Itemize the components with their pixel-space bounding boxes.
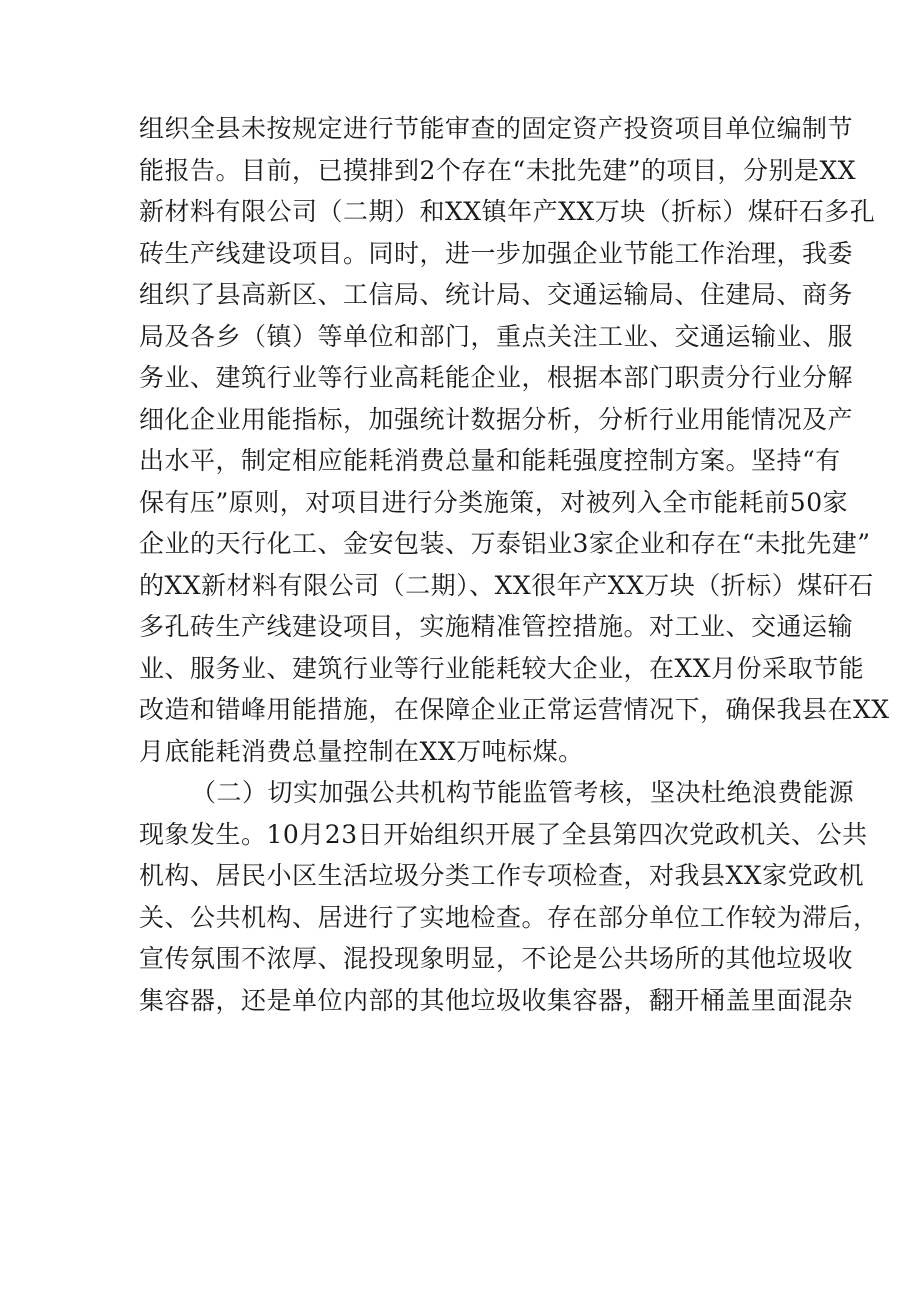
text-line: 企业的天行化工、金安包装、万泰铝业3家企业和存在“未批先建” [139, 529, 871, 558]
text-line: 的XX新材料有限公司（二期）、XX很年产XX万块（折标）煤矸石 [139, 570, 874, 600]
text-line: 机构、居民小区生活垃圾分类工作专项检查，对我县XX家党政机 [139, 861, 865, 890]
text-line: 保有压”原则，对项目进行分类施策，对被列入全市能耗前50家 [139, 487, 849, 517]
text-line: 砖生产线建设项目。同时，进一步加强企业节能工作治理，我委 [139, 238, 854, 268]
text-line: 业、服务业、建筑行业等行业能耗较大企业，在XX月份采取节能 [139, 653, 865, 683]
text-line: 务业、建筑行业等行业高耗能企业，根据本部门职责分行业分解 [139, 363, 854, 392]
document-body [139, 108, 890, 1021]
text-line: 能报告。目前，已摸排到2个存在“未批先建”的项目，分别是XX [139, 155, 857, 185]
text-line: 出水平，制定相应能耗消费总量和能耗强度控制方案。坚持“有 [139, 446, 841, 475]
text-line: 月底能耗消费总量控制在XX万吨标煤。 [139, 736, 584, 766]
text-line: 集容器，还是单位内部的其他垃圾收集容器，翻开桶盖里面混杂 [139, 985, 854, 1015]
text-line: 宣传氛围不浓厚、混投现象明显，不论是公共场所的其他垃圾收 [139, 944, 854, 973]
text-line: 多孔砖生产线建设项目，实施精准管控措施。对工业、交通运输 [139, 612, 854, 641]
text-line: 关、公共机构、居进行了实地检查。存在部分单位工作较为滞后， [139, 902, 879, 932]
text-line: 局及各乡（镇）等单位和部门，重点关注工业、交通运输业、服 [139, 321, 854, 351]
text-line: 改造和错峰用能措施，在保障企业正常运营情况下，确保我县在XX [139, 695, 890, 724]
text-line: （二）切实加强公共机构节能监管考核，坚决杜绝浪费能源 [191, 778, 855, 807]
paragraph-public-institutions [139, 772, 879, 1021]
text-line: 现象发生。10月23日开始组织开展了全县第四次党政机关、公共 [139, 819, 868, 849]
text-line: 组织了县高新区、工信局、统计局、交通运输局、住建局、商务 [139, 280, 854, 309]
paragraph-energy-review [139, 108, 890, 772]
text-line: 细化企业用能指标，加强统计数据分析，分析行业用能情况及产 [139, 404, 854, 434]
text-line: 组织全县未按规定进行节能审查的固定资产投资项目单位编制节 [139, 114, 854, 143]
text-line: 新材料有限公司（二期）和XX镇年产XX万块（折标）煤矸石多孔 [139, 197, 876, 226]
